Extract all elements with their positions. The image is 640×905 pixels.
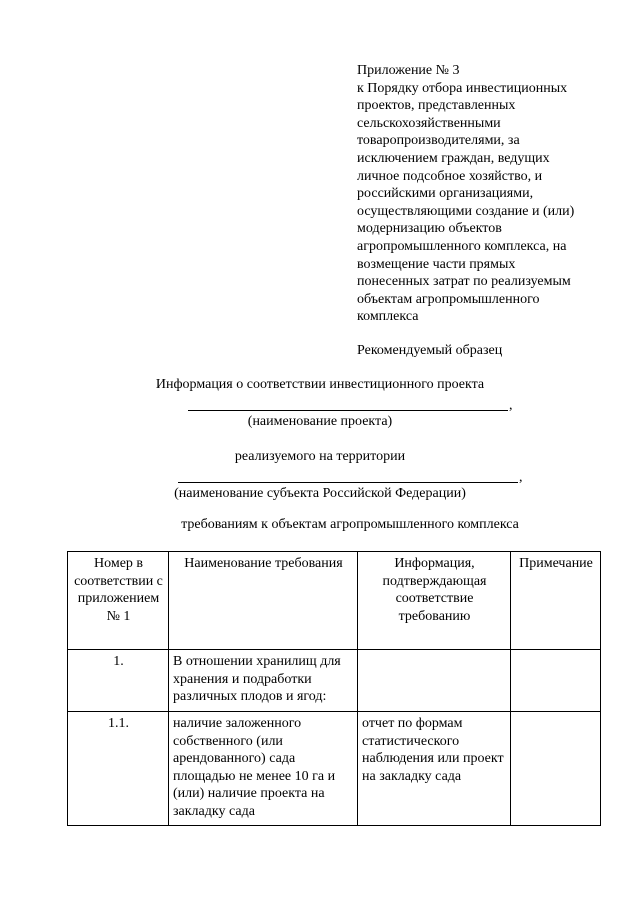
appendix-line: агропромышленного комплекса, на: [357, 238, 567, 254]
table-row: [68, 712, 601, 826]
requirements-table: [67, 551, 601, 826]
row-note: [511, 712, 601, 826]
appendix-line: осуществляющими создание и (или): [357, 203, 575, 219]
appendix-line: Приложение № 3: [357, 63, 460, 78]
appendix-line: сельскохозяйственными: [357, 115, 501, 131]
row-requirement: В отношении хранилищ для хранения и подработки различных плодов и ягод:: [169, 650, 358, 712]
row-information: [358, 650, 511, 712]
project-name-caption: (наименование проекта): [247, 414, 393, 429]
row-number: 1.: [68, 650, 169, 712]
requirements-text: требованиям к объектам агропромышленного комплекса: [181, 517, 519, 532]
recommended-sample-label: Рекомендуемый образец: [357, 343, 503, 358]
appendix-line: объектам агропромышленного: [357, 291, 540, 307]
header-requirement: Наименование требования: [169, 552, 358, 650]
territory-text: реализуемого на территории: [234, 449, 406, 464]
region-name-line: [178, 482, 518, 483]
appendix-line: российскими организациями,: [357, 186, 534, 202]
appendix-line: личное подсобное хозяйство, и: [357, 168, 543, 184]
header-number: Номер в соответствии с приложением № 1: [68, 552, 169, 650]
row-requirement: наличие заложенного собственного (или арендованного) сада площадью не менее 10 га и (или) наличие проекта на закладку сада: [169, 712, 358, 826]
appendix-line: модернизацию объектов: [357, 221, 502, 237]
appendix-line: понесенных затрат по реализуемым: [357, 274, 571, 290]
appendix-line: возмещение части прямых: [357, 256, 516, 272]
project-comma: ,: [509, 398, 513, 413]
appendix-line: товаропроизводителями, за: [357, 133, 520, 149]
table-header-row: [68, 552, 601, 650]
region-name-caption: (наименование субъекта Российской Федерации): [174, 486, 466, 501]
appendix-line: комплекса: [357, 309, 419, 325]
project-name-line: [188, 410, 508, 411]
header-information: Информация, подтверждающая соответствие требованию: [358, 552, 511, 650]
appendix-line: проектов, представленных: [357, 98, 516, 114]
appendix-block: [357, 62, 607, 326]
row-information: отчет по формам статистического наблюдения или проект на закладку сада: [358, 712, 511, 826]
row-note: [511, 650, 601, 712]
appendix-line: исключением граждан, ведущих: [357, 150, 550, 166]
header-note: Примечание: [511, 552, 601, 650]
appendix-line: к Порядку отбора инвестиционных: [357, 80, 568, 96]
form-title: Информация о соответствии инвестиционного проекта: [155, 377, 485, 392]
region-comma: ,: [519, 470, 523, 485]
table-row: [68, 650, 601, 712]
row-number: 1.1.: [68, 712, 169, 826]
